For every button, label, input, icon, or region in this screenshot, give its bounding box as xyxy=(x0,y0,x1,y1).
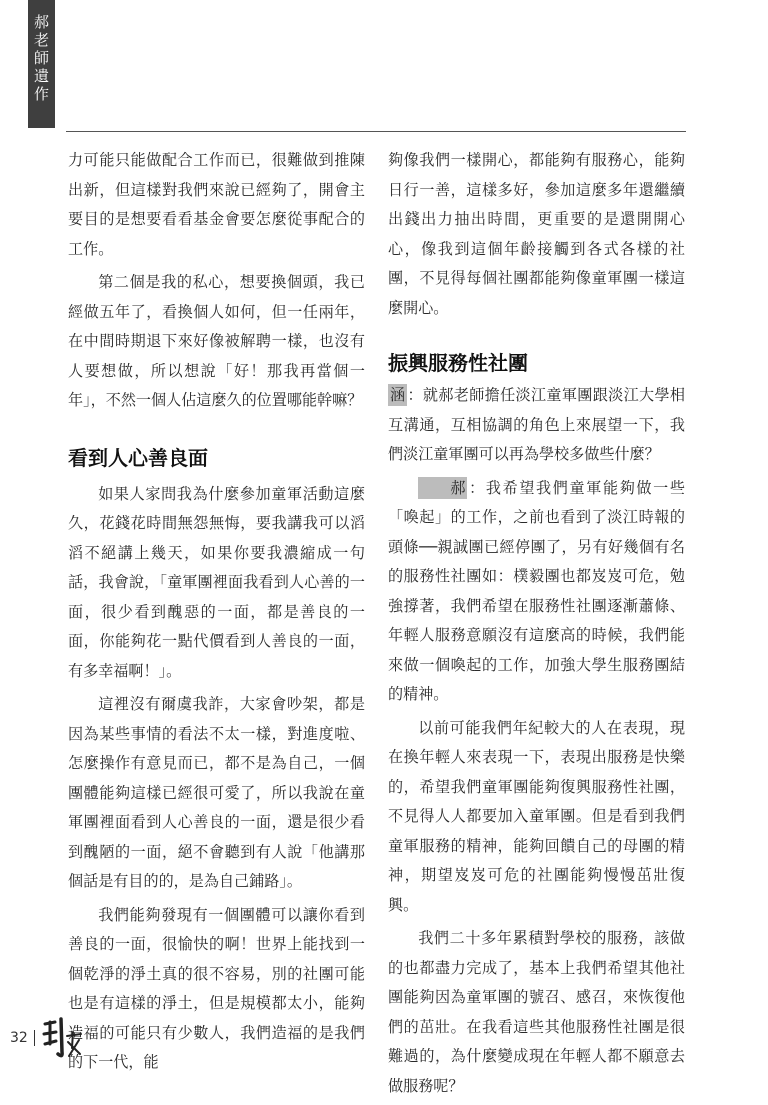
calligraphy-logo-icon xyxy=(41,1014,85,1062)
question-text: ：就郝老師擔任淡江童軍團跟淡江大學相互溝通，互相協調的角色上來展望一下，我們淡江童軍團可以再為學校多做些什麼？ xyxy=(388,386,685,463)
left-paragraph-1: 力可能只能做配合工作而已，很難做到推陳出新，但這樣對我們來說已經夠了，開會主要目的是想要看看基金會要怎麼從事配合的工作。 xyxy=(68,151,365,258)
page-footer xyxy=(10,1013,85,1063)
footer-divider xyxy=(34,1030,35,1046)
section-heading-service-clubs: 振興服務性社團 xyxy=(388,351,528,375)
left-paragraph-5: 我們能夠發現有一個團體可以讓你看到善良的一面，很愉快的啊！世界上能找到一個乾淨的淨土真的很不容易，別的社團可能也是有這樣的淨土，但是規模都太小，能夠造福的可能只有少數人，我們造福的是我們的下一代，能 xyxy=(68,905,365,1071)
left-paragraph-3: 如果人家問我為什麼參加童軍活動這麼久，花錢花時間無怨無悔，要我講我可以滔滔不絕講上幾天，如果你要我濃縮成一句話，我會說，「童軍團裡面我看到人心善的一面，很少看到醜惡的一面，都是善良的一面，你能夠花一點代價看到人善良的一面，有多幸福啊！」。 xyxy=(68,484,365,680)
interviewee-label: 郝 xyxy=(418,477,467,499)
page-number: 32 xyxy=(10,1030,28,1046)
interviewer-label: 涵 xyxy=(390,386,406,404)
right-paragraph-1: 夠像我們一樣開心，都能夠有服務心，能夠日行一善，這樣多好，參加這麼多年還繼續出錢出力抽出時間，更重要的是還開開心心，像我到這個年齡接觸到各式各樣的社團，不見得每個社團都能夠像童軍團一樣這麼開心。 xyxy=(388,151,685,317)
interview-answer xyxy=(388,474,685,710)
right-paragraph-3: 以前可能我們年紀較大的人在表現，現在換年輕人來表現一下，表現出服務是快樂的，希望我們童軍團能夠復興服務性社團，不見得人人都要加入童軍團。但是看到我們童軍服務的精神，能夠回饋自己的母團的精神，期望岌岌可危的社團能夠慢慢茁壯復興。 xyxy=(388,718,685,914)
answer-text: ：我希望我們童軍能夠做一些「喚起」的工作，之前也看到了淡江時報的頭條──親誠團已經停團了，另有好幾個有名的服務性社團如：樸毅團也都岌岌可危，勉強撐著，我們希望在服務性社團逐漸蕭條、年輕人服務意願沒有這麼高的時候，我們能來做一個喚起的工作，加強大學生服務團結的精神。 xyxy=(388,478,685,703)
section-heading-kindness: 看到人心善良面 xyxy=(68,445,208,470)
interview-question xyxy=(388,381,685,470)
header-rule xyxy=(66,131,686,132)
section-tab xyxy=(28,0,55,128)
left-column xyxy=(68,146,365,1082)
right-paragraph-4: 我們二十多年累積對學校的服務，該做的也都盡力完成了，基本上我們希望其他社團能夠因為童軍團的號召、感召，來恢復他們的茁壯。在我看這些其他服務性社團是很難過的，為什麼變成現在年輕人都不願意去做服務呢？ xyxy=(388,929,685,1095)
right-column xyxy=(388,146,685,1105)
left-paragraph-4: 這裡沒有爾虞我詐，大家會吵架，都是因為某些事情的看法不太一樣，對進度啦、怎麼操作有意見而已，都不是為自己，一個團體能夠這樣已經很可愛了，所以我說在童軍團裡面看到人心善良的一面，還是很少看到醜陋的一面，絕不會聽到有人說「他講那個話是有目的的，是為自己鋪路」。 xyxy=(68,695,365,890)
left-paragraph-2: 第二個是我的私心，想要換個頭，我已經做五年了，看換個人如何，但一任兩年，在中間時期退下來好像被解聘一樣，也沒有人要想做，所以想說「好！那我再當個一年」，不然一個人佔這麼久的位置哪能幹嘛？ xyxy=(68,273,365,409)
section-tab-label: 郝老師遺作 xyxy=(32,14,50,104)
